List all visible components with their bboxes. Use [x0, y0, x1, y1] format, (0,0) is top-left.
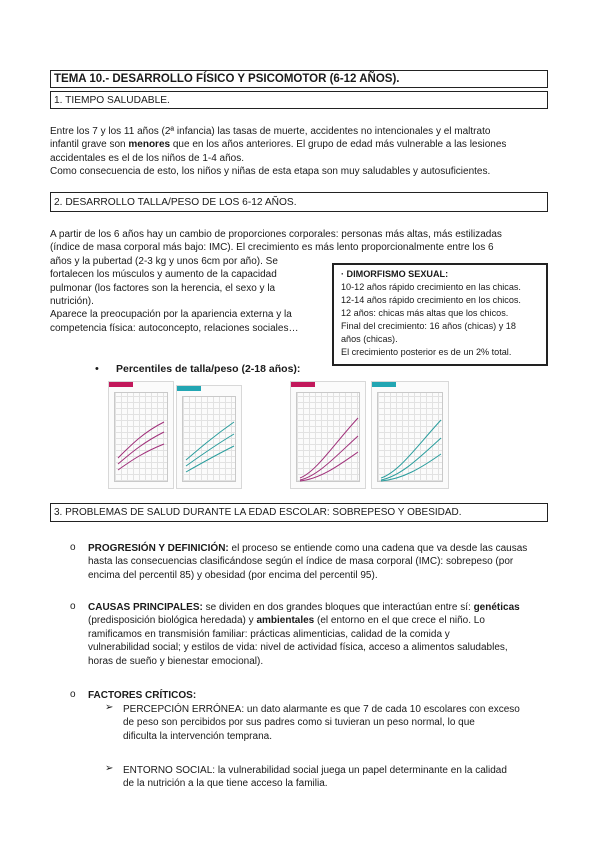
text-line: nutrición). — [50, 296, 94, 308]
text-line: Entre los 7 y los 11 años (2ª infancia) las tasas de muerte, accidentes no intencionales y el maltrato — [50, 126, 491, 137]
subitem-percepcion-erronea — [123, 703, 550, 743]
emphasis: genéticas — [473, 602, 520, 613]
text-line: pulmonar (los factores son la herencia, el sexo y la — [50, 282, 276, 294]
text-line: accidentales es el de los niños de 1-4 años. — [50, 152, 245, 164]
growth-curves — [296, 392, 362, 484]
text-line: PROGRESIÓN Y DEFINICIÓN: el proceso se entiende como una cadena que va desde las causas — [88, 543, 528, 554]
percentiles-label: Percentiles de talla/peso (2-18 años): — [116, 363, 301, 375]
chart-header-band — [109, 382, 133, 387]
item-label: PROGRESIÓN Y DEFINICIÓN: — [88, 543, 229, 554]
dimorfismo-sexual-box — [332, 263, 548, 366]
text-line: (índice de masa corporal más bajo: IMC). El crecimiento es más lento proporcionalmente entre los 6 — [50, 242, 494, 254]
box-line: El crecimiento posterior es de un 2% total. — [341, 347, 512, 357]
text-line: de peso son percibidos por sus padres como si tuvieran un peso normal, lo que — [123, 717, 475, 729]
percentile-chart-boys-weight — [371, 381, 449, 489]
text-line: horas de sueño y bienestar emocional). — [88, 655, 264, 667]
chart-header-band — [177, 386, 201, 391]
text-line: años y la pubertad (2-3 kg y unos 6cm por año). Se — [50, 255, 278, 267]
text-line: fortalecen los músculos y aumento de la capacidad — [50, 269, 277, 281]
box-line: 12-14 años rápido crecimiento en los chicos. — [341, 295, 521, 305]
emphasis: ambientales — [256, 615, 315, 627]
box-line: Final del crecimiento: 16 años (chicas) y 18 — [341, 321, 516, 331]
text-line: dificulta la intervención temprana. — [123, 730, 272, 742]
item-factores-criticos — [88, 689, 550, 702]
percentile-chart-girls-height — [108, 381, 174, 489]
bullet-o: o — [70, 542, 76, 553]
growth-curves — [182, 396, 238, 484]
chart-header-band — [372, 382, 396, 387]
text-line: Aparece la preocupación por la apariencia externa y la — [50, 309, 292, 321]
text-line: A partir de los 6 años hay un cambio de proporciones corporales: personas más altas, más estilizadas — [50, 229, 502, 240]
chart-header-band — [291, 382, 315, 387]
percentile-chart-girls-weight — [290, 381, 366, 489]
arrow-bullet-icon: ➢ — [105, 702, 114, 713]
percentile-chart-boys-height — [176, 385, 242, 489]
text-line: ENTORNO SOCIAL: la vulnerabilidad social juega un papel determinante en la calidad — [123, 765, 507, 776]
item-label: CAUSAS PRINCIPALES: — [88, 602, 203, 613]
section1-paragraph — [50, 125, 550, 179]
text-line: competencia física: autoconcepto, relaciones sociales… — [50, 322, 299, 334]
bullet-dot: • — [95, 363, 99, 375]
item-label: FACTORES CRÍTICOS: — [88, 690, 197, 701]
growth-curves — [377, 392, 445, 484]
curve-p97 — [300, 418, 358, 478]
text-line: encima del percentil 85) y obesidad (por encima del percentil 95). — [88, 569, 378, 581]
subitem-entorno-social — [123, 764, 550, 791]
box-line: 10-12 años rápido crecimiento en las chicas. — [341, 282, 521, 292]
emphasis: menores — [128, 139, 171, 151]
section-heading-tiempo-saludable: 1. TIEMPO SALUDABLE. — [50, 91, 548, 109]
text-line: (predisposición biológica heredada) y ambientales (el entorno en el que crece el niño. Lo — [88, 615, 485, 627]
text-line: ramificamos en transmisión familiar: prácticas alimenticias, calidad de la comida y — [88, 628, 450, 640]
growth-curves — [114, 392, 170, 484]
curve-p97 — [186, 422, 234, 460]
box-line: años (chicas). — [341, 334, 398, 344]
curve-p3 — [118, 444, 164, 470]
page-title: TEMA 10.- DESARROLLO FÍSICO Y PSICOMOTOR (6-12 AÑOS). — [50, 70, 548, 88]
text-line: infantil grave son menores que en los años anteriores. El grupo de edad más vulnerable a las lesiones — [50, 139, 507, 151]
curve-p97 — [381, 420, 441, 478]
box-title: · DIMORFISMO SEXUAL: — [341, 269, 449, 279]
section-heading-problemas-salud: 3. PROBLEMAS DE SALUD DURANTE LA EDAD ESCOLAR: SOBREPESO Y OBESIDAD. — [50, 503, 548, 522]
text-line: CAUSAS PRINCIPALES: se dividen en dos grandes bloques que interactúan entre sí: genéticas — [88, 602, 520, 613]
bullet-o: o — [70, 689, 76, 700]
item-progresion-definicion — [88, 542, 550, 582]
text-line: de la nutrición a la que tiene acceso la familia. — [123, 778, 328, 790]
text-line: Como consecuencia de esto, los niños y niñas de esta etapa son muy saludables y autosuficientes. — [50, 166, 491, 178]
arrow-bullet-icon: ➢ — [105, 763, 114, 774]
curve-p97 — [118, 422, 164, 458]
text-line: PERCEPCIÓN ERRÓNEA: un dato alarmante es que 7 de cada 10 escolares con exceso — [123, 704, 520, 715]
section-heading-desarrollo-talla-peso: 2. DESARROLLO TALLA/PESO DE LOS 6-12 AÑOS. — [50, 192, 548, 212]
bullet-o: o — [70, 601, 76, 612]
text-line: vulnerabilidad social; y estilos de vida: nivel de actividad física, acceso a alimentos saludables, — [88, 642, 508, 654]
text-line: hasta las consecuencias clasificándose según el índice de masa corporal (IMC): sobrepeso (por — [88, 556, 514, 568]
box-line: 12 años: chicas más altas que los chicos. — [341, 308, 509, 318]
item-causas-principales — [88, 601, 550, 668]
